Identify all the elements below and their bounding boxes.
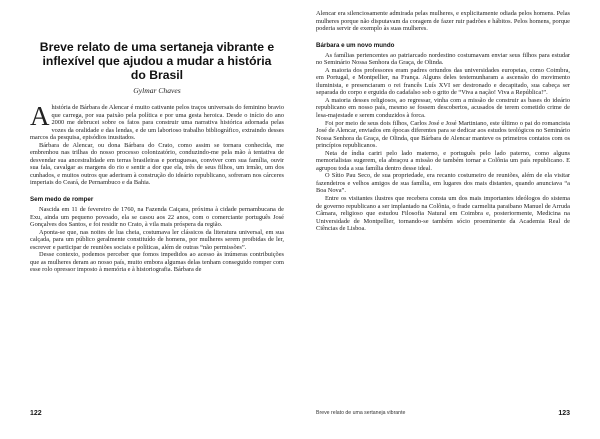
paragraph: Aponta-se que, nas noites de lua cheia, costumava ler clássicos da literatura universal, em sua calçada, para um público geralmente constituído de homens, por mulheres serem proibidas de ler, escrever e participar de reuniões sociais e políticas, além de outras “não permissões”.	[30, 228, 284, 251]
paragraph: Entre os visitantes ilustres que recebera consta um dos mais importantes ideólogos do sistema de governo republicano a ser implantado na Colônia, o frade carmelita paraibano Manuel de Arruda Câmara, religioso que estudou Filosofia Natural em Coimbra e, posteriormente, Medicina na Universidade de Montpellier, tornando-se também sócio proeminente da Academia Real de Ciências de Lisboa.	[316, 195, 570, 233]
intro-paragraph	[30, 101, 284, 142]
paragraph: A maioria dos professores eram padres oriundos das universidades europeias, como Coimbra, em Portugal, e Montpellier, na França. Alguns deles testemunharam a ascensão do movimento iluminista, e presenciaram o rei francês Luís XVI ser destronado e decapitado, sua cabeça ser separada do corpo e erguida do cadafalso sob o grito de “Viva a nação! Viva a República!”.	[316, 66, 570, 97]
paragraph: Bárbara de Alencar, ou dona Bárbara do Crato, como assim se tornara conhecida, me embrenhou nas trilhas do nosso processo colonizatório, conduzindo-me pela mão à tentativa de desvendar sua ancestralidade em terras brasileiras e portuguesas, conviver com sua família, ouvir sua fala, cavalgar as margens do rio e sentir a dor que ela, três de seus filhos, um irmão, um dos cunhados, e muitos outros que aderiram à construção do ideário republicano, sofreram nos cárceres imperiais do Ceará, de Pernambuco e da Bahia.	[30, 141, 284, 187]
paragraph: Alencar era silenciosamente admirada pelas mulheres, e explicitamente odiada pelos homens. Pelas mulheres porque não disputavam da coragem de fazer ruir padrões e hábitos. Pelos homens, porque poderia servir de exemplo às suas mulheres.	[316, 10, 570, 33]
paragraph: Desse contexto, podemos perceber que fomos impedidos ao acesso às inúmeras contribuições que as mulheres deram ao nosso país, muito embora algumas delas tenham conseguido romper com esse rolo opressor imposto à memória e à historiografia. Bárbara de	[30, 251, 284, 274]
paragraph: Neta de índia cariri pelo lado materno, e português pelo lado paterno, como alguns memorialistas sugerem, ela abraçou a missão de também tornar a Colônia um país republicano. E agrupou toda a sua família dentro desse ideal.	[316, 149, 570, 172]
paragraph: As famílias pertencentes ao patriarcado nordestino costumavam enviar seus filhos para estudar no Seminário Nossa Senhora da Graça, de Olinda.	[316, 51, 570, 67]
right-page	[300, 0, 600, 439]
running-footer: Breve relato de uma sertaneja vibrante	[316, 410, 406, 416]
paragraph: A maioria desses religiosos, ao regressar, vinha com a missão de construir as bases do ideário republicano em nosso país, mesmo se fossem descobertos, acusados de terem cometido crime de lesa-majestade e serem conduzidos à forca.	[316, 96, 570, 120]
paragraph: O Sítio Pau Seco, de sua propriedade, era recanto costumeiro de reuniões, além de ela visitar fazendeiros e velhos amigos de sua família, em lugares dos mais distantes, quando anunciava “a Boa Nova”.	[316, 172, 570, 195]
article-title: Breve relato de uma sertaneja vibrante e inflexível que ajudou a mudar a história do Brasil	[39, 40, 275, 82]
section-heading: Bárbara e um novo mundo	[316, 41, 395, 49]
author-name: Gylmar Chaves	[133, 86, 181, 95]
page-number-right: 123	[558, 410, 570, 417]
paragraph: Nascida em 11 de fevereiro de 1760, na Fazenda Caiçara, próxima à cidade pernambucana de Exu, ainda um pequeno povoado, ela se casou aos 22 anos, com o comerciante português José Gonçalves dos Santos, e foi residir no Crato, à vila mais próspera da região.	[30, 206, 284, 229]
page-number-left: 122	[30, 410, 42, 417]
intro-text: história de Bárbara de Alencar é muito cativante pelos traços universais do feminino bravio que carrega, por sua paixão pela política e por uma gesta heroica. Desde o início do ano 2000 me debrucei sobre os fatos para construir uma narrativa histórica adornada pelas vozes da oralidade e das lendas, e de um laborioso trabalho bibliográfico, extraindo desses marcos da pesquisa, episódios inusitados.	[30, 104, 284, 142]
drop-cap: A	[30, 101, 50, 131]
section-heading: Sem medo de romper	[30, 196, 94, 204]
paragraph: Foi por meio de seus dois filhos, Carlos José e José Martiniano, este último o pai do romancista José de Alencar, enviados em épocas diferentes para se dedicar aos estudos teológicos no Seminário Nossa Senhora da Graça, de Olinda, que Bárbara de Alencar manteve os primeiros contatos com os princípios republicanos.	[316, 119, 570, 150]
